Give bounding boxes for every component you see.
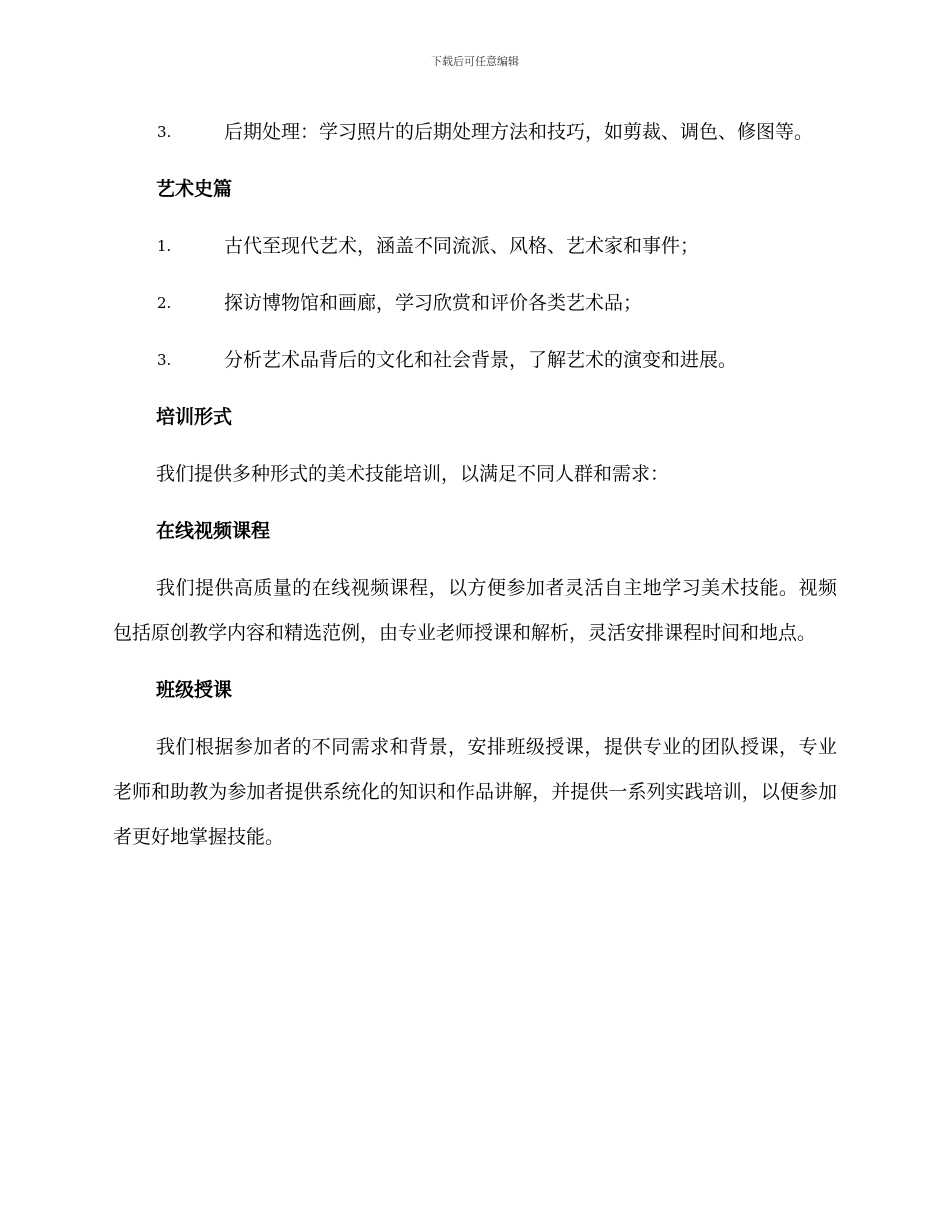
list-item: [113, 224, 837, 269]
document-body: [113, 110, 837, 872]
list-item-number: 3.: [157, 123, 172, 141]
section-heading-training-forms: 培训形式: [156, 406, 233, 428]
list-item: [113, 338, 837, 383]
section-heading-art-history: 艺术史篇: [156, 178, 233, 200]
list-item-number: 1.: [157, 237, 172, 255]
list-item-text: 探访博物馆和画廊，学习欣赏和评价各类艺术品；: [224, 292, 643, 314]
section-heading-class-teaching: 班级授课: [156, 679, 233, 701]
list-item-text: 后期处理：学习照片的后期处理方法和技巧，如剪裁、调色、修图等。: [224, 121, 814, 143]
page-header: 下载后可任意编辑: [431, 55, 519, 68]
list-item-text: 古代至现代艺术，涵盖不同流派、风格、艺术家和事件；: [224, 235, 700, 257]
list-item-text: 分析艺术品背后的文化和社会背景，了解艺术的演变和进展。: [224, 349, 738, 371]
list-item-number: 2.: [157, 294, 172, 312]
class-teaching-body: 我们根据参加者的不同需求和背景，安排班级授课，提供专业的团队授课，专业老师和助教为参加者提供系统化的知识和作品讲解，并提供一系列实践培训，以便参加者更好地掌握技能。: [113, 736, 837, 848]
list-item: [113, 110, 837, 155]
section-heading-online-video: 在线视频课程: [156, 520, 271, 542]
list-item: [113, 281, 837, 326]
training-forms-intro: 我们提供多种形式的美术技能培训，以满足不同人群和需求：: [156, 463, 670, 485]
list-item-number: 3.: [157, 351, 172, 369]
online-video-body: 我们提供高质量的在线视频课程，以方便参加者灵活自主地学习美术技能。视频包括原创教学内容和精选范例，由专业老师授课和解析，灵活安排课程时间和地点。: [113, 577, 837, 644]
